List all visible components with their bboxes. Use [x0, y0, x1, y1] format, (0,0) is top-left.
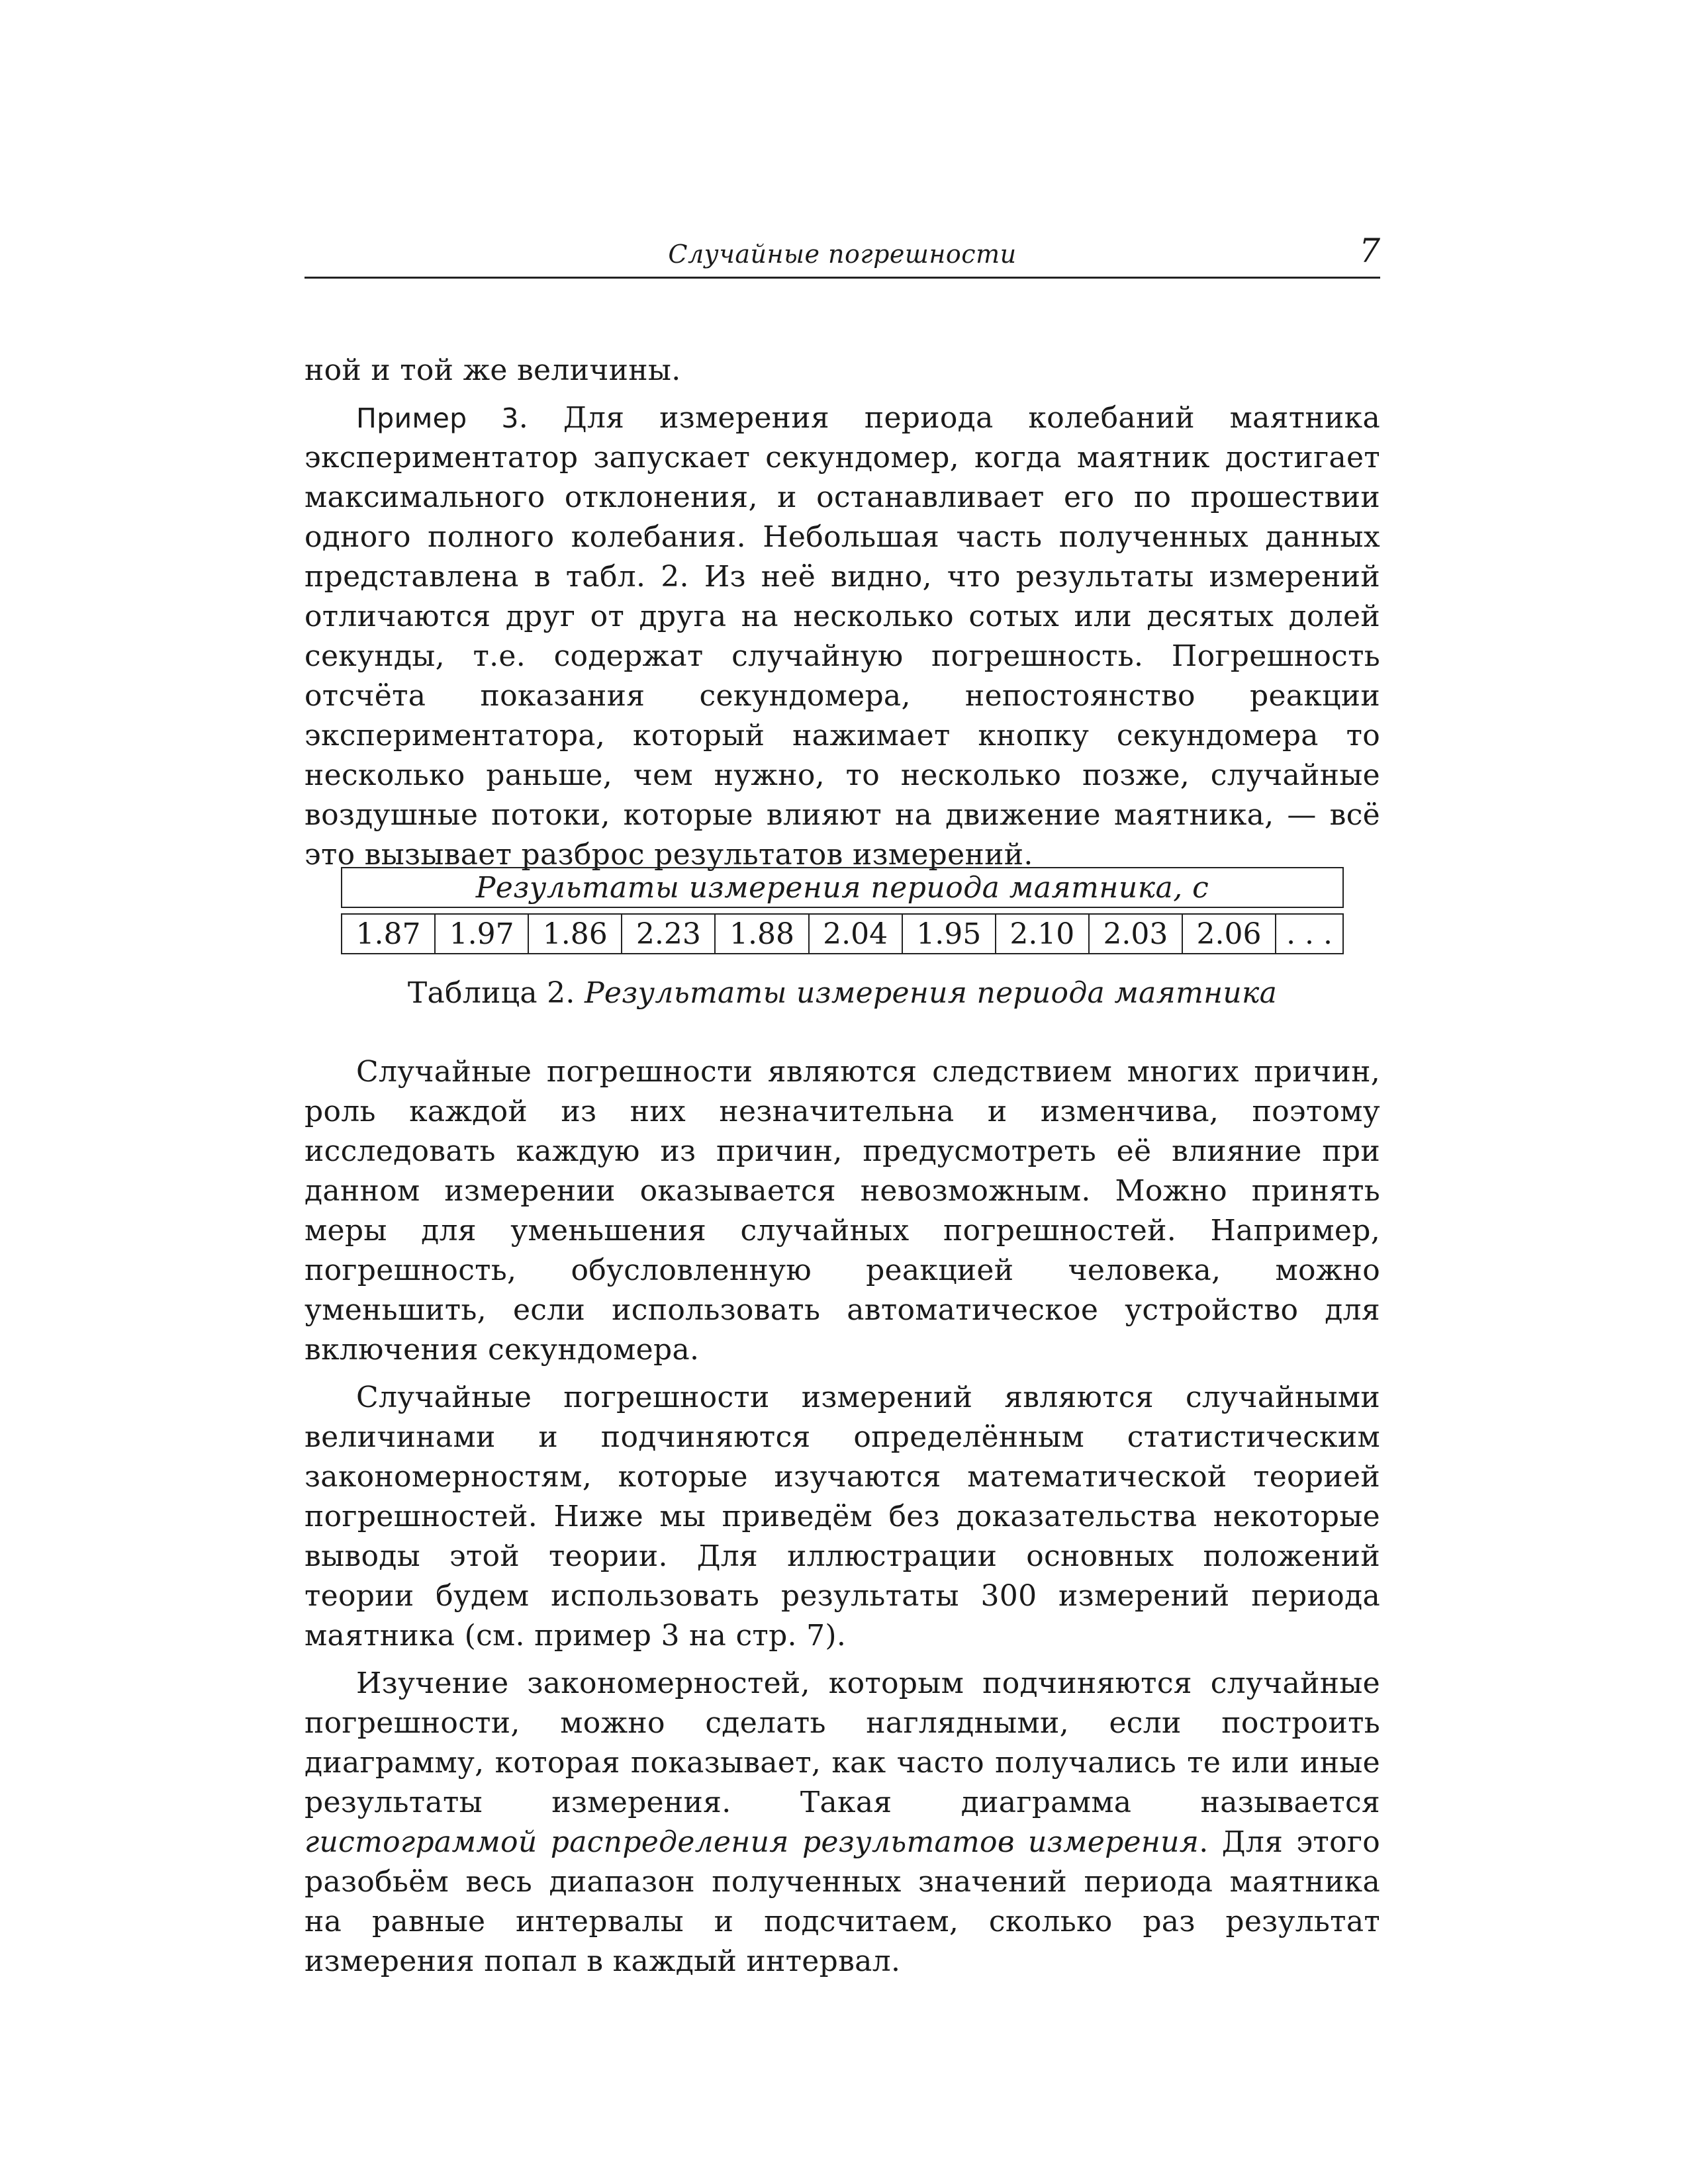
table-cell: 2.10 — [996, 914, 1089, 954]
paragraph-causes: Случайные погрешности являются следствием многих причин, роль каждой из них незначительна и изменчива, поэтому исследовать каждую из причин, предусмотреть её влияние при данном измерении оказывается невозможным. Можно принять меры для уменьшения случайных погрешностей. Например, погрешность, обусловленную реакцией человека, можно уменьшить, если использовать автоматическое устройство для включения секундомера. — [305, 1055, 1380, 1367]
running-header — [305, 232, 1380, 279]
running-title: Случайные погрешности — [668, 240, 1017, 269]
example-label: Пример 3 — [356, 402, 519, 434]
histogram-term: гистограммой распределения результатов измерения — [305, 1825, 1199, 1859]
upper-text — [305, 351, 1380, 875]
table-cell: 1.86 — [528, 914, 622, 954]
paragraph-statistics: Случайные погрешности измерений являются случайными величинами и подчиняются определённым статистическим закономерностям, которые изучаются математической теорией погрешностей. Ниже мы приведём без доказательства некоторые выводы этой теории. Для иллюстрации основных положений теории будем использовать результаты 300 измерений периода маятника (см. пример 3 на стр. 7). — [305, 1381, 1380, 1653]
table-cell: 2.03 — [1089, 914, 1182, 954]
lower-text — [305, 1052, 1380, 1981]
table-cell-ellipsis: . . . — [1276, 914, 1343, 954]
page-number: 7 — [1359, 232, 1380, 270]
example-paragraph — [305, 398, 1380, 875]
table-row — [342, 914, 1343, 954]
table-cell: 2.04 — [809, 914, 902, 954]
table-cell: 1.95 — [902, 914, 996, 954]
histogram-text-end: . Для этого разобьём весь диапазон полученных значений периода маятника на равные интервалы и подсчитаем, сколько раз результат измерения попал в каждый интервал. — [305, 1825, 1380, 1978]
paragraph-histogram — [305, 1664, 1380, 1981]
table-cell: 2.23 — [622, 914, 715, 954]
table-cell: 1.87 — [342, 914, 435, 954]
table-cell: 1.97 — [435, 914, 528, 954]
caption-label: Таблица 2. — [407, 976, 575, 1010]
histogram-text-start: Изучение закономерностей, которым подчиняются случайные погрешности, можно сделать наглядными, если построить диаграмму, которая показывает, как часто получались те или иные результаты измерения. Такая диаграмма называется — [305, 1666, 1380, 1819]
caption-title: Результаты измерения периода маятника — [585, 976, 1278, 1010]
example-text: . Для измерения периода колебаний маятника экспериментатор запускает секундомер, когда маятник достигает максимального отклонения, и останавливает его по прошествии одного полного колебания. Небольшая часть полученных данных представлена в табл. 2. Из неё видно, что результаты измерений отличаются друг от друга на несколько сотых или десятых долей секунды, т.е. содержат случайную погрешность. Погрешность отсчёта показания секундомера, непостоянство реакции экспериментатора, который нажимает кнопку секундомера то несколько раньше, чем нужно, то несколько позже, случайные воздушные потоки, которые влияют на движение маятника, — всё это вызывает разброс результатов измерений. — [305, 401, 1380, 872]
continuation-line: ной и той же величины. — [305, 353, 681, 387]
table-cell: 2.06 — [1182, 914, 1276, 954]
results-table — [341, 867, 1344, 954]
table-cell: 1.88 — [715, 914, 808, 954]
table-caption — [305, 976, 1380, 1010]
table-header: Результаты измерения периода маятника, с — [342, 868, 1343, 907]
